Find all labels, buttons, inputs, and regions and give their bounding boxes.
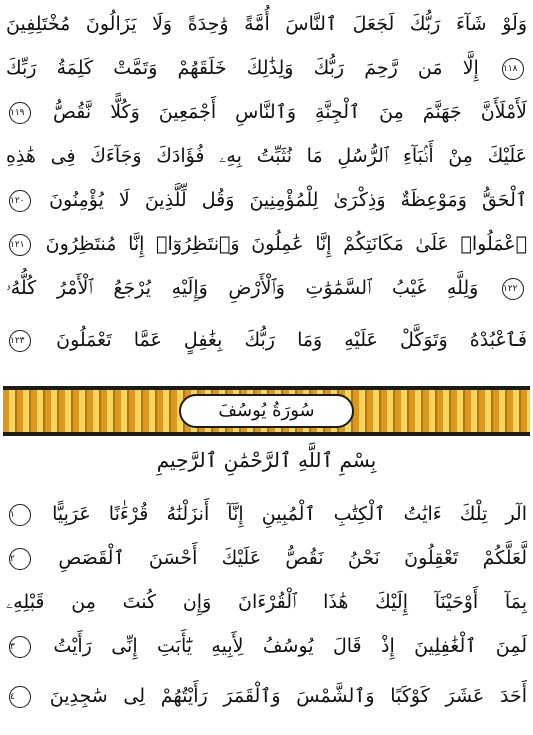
verse-line bbox=[6, 320, 527, 360]
surah-title-banner bbox=[3, 386, 530, 436]
ayah-number-marker: ١١٨ bbox=[502, 58, 524, 80]
verse-line bbox=[6, 48, 527, 88]
verse-text: ٱعْمَلُوا۟ عَلَىٰ مَكَانَتِكُمْ إِنَّا عَٰمِلُونَ وَٱنتَظِرُوٓا۟ إِنَّا مُنتَظِرُونَ bbox=[45, 233, 527, 255]
verse-line bbox=[6, 92, 527, 132]
verse-line bbox=[6, 582, 527, 622]
verse-text: وَلَوْ شَآءَ رَبُّكَ لَجَعَلَ ٱلنَّاسَ أُمَّةً وَٰحِدَةً وَلَا يَزَالُونَ مُخْتَلِفِينَ bbox=[6, 13, 527, 35]
ayah-number-marker: ١٢٣ bbox=[9, 330, 31, 352]
verse-line bbox=[6, 626, 527, 666]
verse-line bbox=[6, 224, 527, 264]
verse-text: الٓر تِلْكَ ءَايَٰتُ ٱلْكِتَٰبِ ٱلْمُبِينِ إِنَّآ أَنزَلْنَٰهُ قُرْءَٰنًا عَرَبِيًّا bbox=[52, 503, 527, 525]
verse-text: أَحَدَ عَشَرَ كَوْكَبًا وَٱلشَّمْسَ وَٱلْقَمَرَ رَأَيْتُهُمْ لِى سَٰجِدِينَ bbox=[49, 685, 527, 707]
verse-line bbox=[6, 268, 527, 308]
verse-text: بِمَآ أَوْحَيْنَآ إِلَيْكَ هَٰذَا ٱلْقُرْءَانَ وَإِن كُنتَ مِن قَبْلِهِۦ bbox=[6, 591, 527, 613]
ayah-number-marker: ١ bbox=[9, 504, 31, 526]
ayah-number-marker: ٢ bbox=[9, 548, 31, 570]
verse-text: فَٱعْبُدْهُ وَتَوَكَّلْ عَلَيْهِ وَمَا رَبُّكَ بِغَٰفِلٍ عَمَّا تَعْمَلُونَ bbox=[56, 329, 527, 351]
verse-text: عَلَيْكَ مِنْ أَنۢبَآءِ ٱلرُّسُلِ مَا نُثَبِّتُ بِهِۦ فُؤَادَكَ وَجَآءَكَ فِى هَٰذِهِ bbox=[6, 145, 527, 167]
verse-text: لَّعَلَّكُمْ تَعْقِلُونَ نَحْنُ نَقُصُّ عَلَيْكَ أَحْسَنَ ٱلْقَصَصِ bbox=[58, 547, 527, 569]
ayah-number-marker: ١٢٢ bbox=[502, 278, 524, 300]
ayah-number-marker: ٣ bbox=[9, 636, 31, 658]
verse-line bbox=[6, 136, 527, 176]
verse-line bbox=[6, 676, 527, 716]
ayah-number-marker: ٤ bbox=[9, 686, 31, 708]
verse-text: إِلَّا مَن رَّحِمَ رَبُّكَ وَلِذَٰلِكَ خَلَقَهُمْ وَتَمَّتْ كَلِمَةُ رَبِّكَ bbox=[6, 57, 479, 79]
verse-line bbox=[6, 494, 527, 534]
verse-line bbox=[6, 538, 527, 578]
surah-title: سُورَةُ يُوسُفَ bbox=[179, 394, 354, 428]
ayah-number-marker: ١١٩ bbox=[9, 102, 31, 124]
verse-text: لَأَمْلَأَنَّ جَهَنَّمَ مِنَ ٱلْجِنَّةِ وَٱلنَّاسِ أَجْمَعِينَ وَكُلًّا نَّقُصُّ bbox=[53, 101, 527, 123]
verse-line bbox=[6, 4, 527, 44]
verse-text: لَمِنَ ٱلْغَٰفِلِينَ إِذْ قَالَ يُوسُفُ لِأَبِيهِ يَٰٓأَبَتِ إِنِّى رَأَيْتُ bbox=[53, 635, 527, 657]
ayah-number-marker: ١٢١ bbox=[9, 234, 31, 256]
ayah-number-marker: ١٢٠ bbox=[9, 190, 31, 212]
verse-text: ٱلْحَقُّ وَمَوْعِظَةٌ وَذِكْرَىٰ لِلْمُؤْمِنِينَ وَقُل لِّلَّذِينَ لَا يُؤْمِنُونَ bbox=[49, 189, 527, 211]
verse-line bbox=[6, 180, 527, 220]
basmala: بِسْمِ ٱللَّهِ ٱلرَّحْمَٰنِ ٱلرَّحِيمِ bbox=[156, 448, 377, 472]
verse-text: وَلِلَّهِ غَيْبُ ٱلسَّمَٰوَٰتِ وَٱلْأَرْضِ وَإِلَيْهِ يُرْجَعُ ٱلْأَمْرُ كُلُّهُۥ bbox=[6, 277, 479, 299]
